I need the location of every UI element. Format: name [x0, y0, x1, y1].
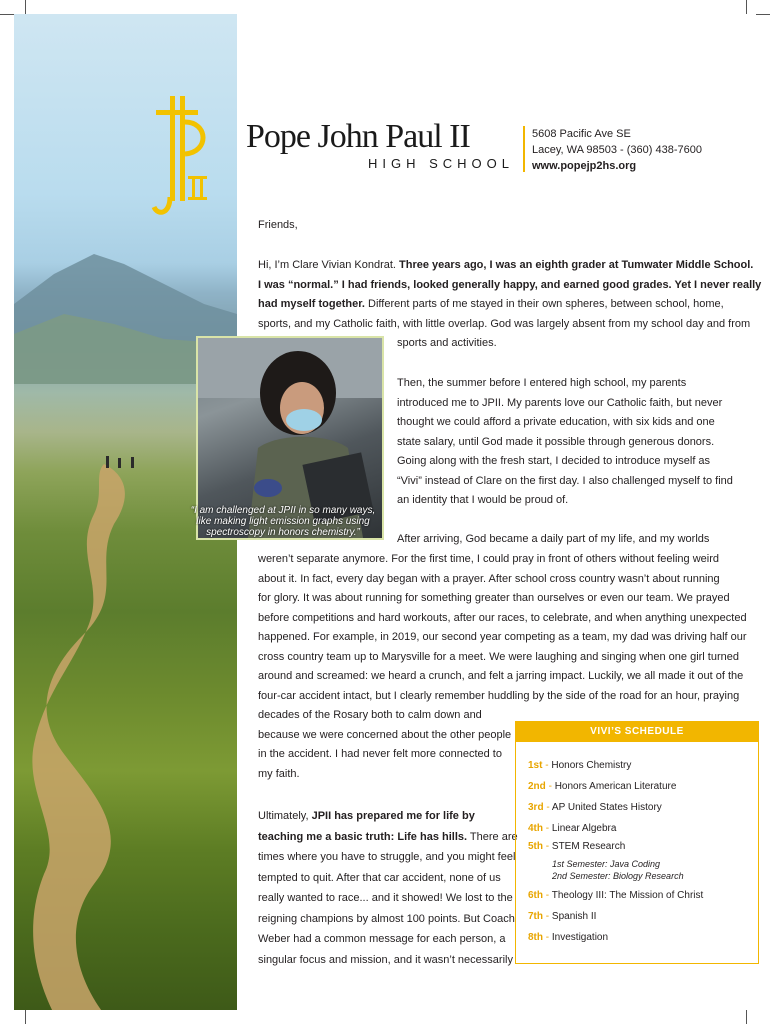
school-subtitle: HIGH SCHOOL	[367, 156, 514, 171]
cross-logo-icon	[148, 92, 218, 227]
p4-text: Ultimately,	[258, 810, 312, 822]
schedule-row: 2nd - Honors American Literature	[528, 781, 677, 792]
p1-last-line: sports and activities.	[397, 337, 497, 349]
period-number: 3rd	[528, 802, 544, 813]
course-name: Linear Algebra	[551, 823, 617, 834]
period-number: 2nd	[528, 781, 546, 792]
letter-paragraph-2	[397, 374, 733, 511]
period-number: 6th	[528, 890, 543, 901]
course-name: Theology III: The Mission of Christ	[551, 890, 704, 901]
schedule-row: 7th - Spanish II	[528, 911, 597, 922]
p1-text: Hi, I’m Clare Vivian Kondrat.	[258, 259, 400, 271]
schedule-row: 8th - Investigation	[528, 932, 609, 943]
p3-line: before competitions and hard workouts, after our races, to celebrate, and when anything unexpected	[258, 611, 747, 624]
schedule-note: 2nd Semester: Biology Research	[552, 871, 684, 881]
p3-line: in the accident. I had never felt more connected to	[258, 748, 502, 760]
schedule-title: VIVI’S SCHEDULE	[516, 722, 758, 742]
course-name: Spanish II	[551, 911, 597, 922]
p3-line: happened. For example, in 2019, our second year competing as a team, my dad was driving half our	[258, 631, 747, 643]
p4-text-2: There are	[467, 830, 518, 843]
period-number: 7th	[528, 911, 543, 922]
p2-line: “Vivi” instead of Clare on the first day. I also challenged myself to find	[397, 474, 733, 487]
course-name: Investigation	[551, 932, 609, 943]
crop-mark	[25, 0, 26, 14]
letter-paragraph-1	[258, 256, 762, 334]
p4-line: tempted to quit. After that car accident, none of us	[258, 871, 501, 884]
p2-line: an identity that I would be proud of.	[397, 494, 569, 506]
crop-mark	[746, 0, 747, 14]
p1-text-3: sports, and my Catholic faith, with little overlap. God was largely absent from my school day and from	[258, 317, 751, 330]
crop-mark	[0, 14, 14, 15]
period-number: 5th	[528, 841, 543, 852]
p3-line: decades of the Rosary both to calm down and	[258, 709, 482, 721]
p4-line: really wanted to race... and it showed! We lost to the	[258, 892, 513, 904]
p3-line: about it. In fact, every day began with a prayer. After school cross country wasn’t about running	[258, 572, 720, 585]
schedule-box	[515, 721, 759, 964]
schedule-row: 3rd - AP United States History	[528, 802, 662, 813]
period-number: 4th	[528, 823, 543, 834]
period-number: 8th	[528, 932, 543, 943]
schedule-row: 1st - Honors Chemistry	[528, 760, 632, 771]
address-line1: 5608 Pacific Ave SE	[532, 128, 631, 140]
p3-line: because we were concerned about the other people	[258, 728, 512, 741]
p3-line: around and screamed: we heard a crunch, and felt a jarring impact. Luckily, we all made it out of the	[258, 670, 744, 682]
school-address	[532, 126, 702, 174]
p1-bold-3: had myself together.	[258, 298, 365, 310]
p3-first-line: After arriving, God became a daily part of my life, and my worlds	[397, 533, 710, 545]
photo-caption: “I am challenged at JPII in so many ways, like making light emission graphs using spectroscopy in honors chemistry.”	[190, 505, 376, 538]
crop-mark	[746, 1010, 747, 1024]
jpii-logo	[148, 92, 218, 232]
p1-bold-2: I was “normal.” I had friends, looked generally happy, and earned good grades. Yet I never really	[258, 278, 762, 291]
p2-line: thought we could afford a private education, with six kids and one	[397, 416, 715, 428]
course-name: Honors Chemistry	[551, 760, 632, 771]
p4-bold-2: teaching me a basic truth: Life has hills.	[258, 830, 468, 843]
school-website-link[interactable]: www.popejp2hs.org	[532, 160, 637, 172]
course-name: AP United States History	[551, 802, 662, 813]
letter-paragraph-4	[258, 806, 518, 970]
address-line2: Lacey, WA 98503 - (360) 438-7600	[532, 144, 702, 156]
school-name: Pope John Paul II	[246, 118, 470, 155]
course-name: STEM Research	[551, 841, 626, 852]
period-number: 1st	[528, 760, 543, 771]
p3-line: my faith.	[258, 767, 300, 780]
crop-mark	[756, 14, 770, 15]
p1-text-2: Different parts of me stayed in their own spheres, between school, home,	[364, 298, 724, 310]
schedule-note: 1st Semester: Java Coding	[552, 859, 661, 869]
p2-line: Going along with the fresh start, I decided to introduce myself as	[397, 455, 711, 467]
schedule-row: 5th - STEM Research	[528, 841, 626, 852]
p1-bold: Three years ago, I was an eighth grader at Tumwater Middle School.	[399, 259, 754, 271]
p3-line: for glory. It was about running for something greater than ourselves or even our team. We prayed	[258, 592, 730, 604]
p4-line: Weber had a common message for each person, a	[258, 933, 506, 945]
schedule-row: 4th - Linear Algebra	[528, 823, 617, 834]
p2-line: introduced me to JPII. My parents love our Catholic faith, but never	[397, 396, 723, 409]
school-name-block	[246, 118, 514, 178]
p4-line: reigning champions by almost 100 points. But Coach	[258, 912, 515, 925]
letter-greeting: Friends,	[258, 219, 298, 231]
p3-line: four-car accident intact, but I clearly remember huddling by the side of the road for an hour, praying	[258, 689, 740, 702]
p4-line: singular focus and mission, and it wasn’t necessarily	[258, 953, 513, 966]
course-name: Honors American Literature	[554, 781, 677, 792]
p4-line: times where you have to struggle, and you might feel	[258, 851, 516, 863]
p3-line: weren’t separate anymore. For the first time, I could pray in front of others without feeling weird	[258, 553, 719, 565]
p3-line: cross country team up to Marysville for a meet. We were laughing and singing when one girl turned	[258, 650, 739, 663]
p2-line: Then, the summer before I entered high school, my parents	[397, 377, 687, 389]
schedule-row: 6th - Theology III: The Mission of Christ	[528, 890, 704, 901]
crop-mark	[25, 1010, 26, 1024]
p2-line: state salary, until God made it possible through generous donors.	[397, 435, 715, 448]
header-divider	[523, 126, 525, 172]
p4-bold: JPII has prepared me for life by	[311, 810, 475, 822]
